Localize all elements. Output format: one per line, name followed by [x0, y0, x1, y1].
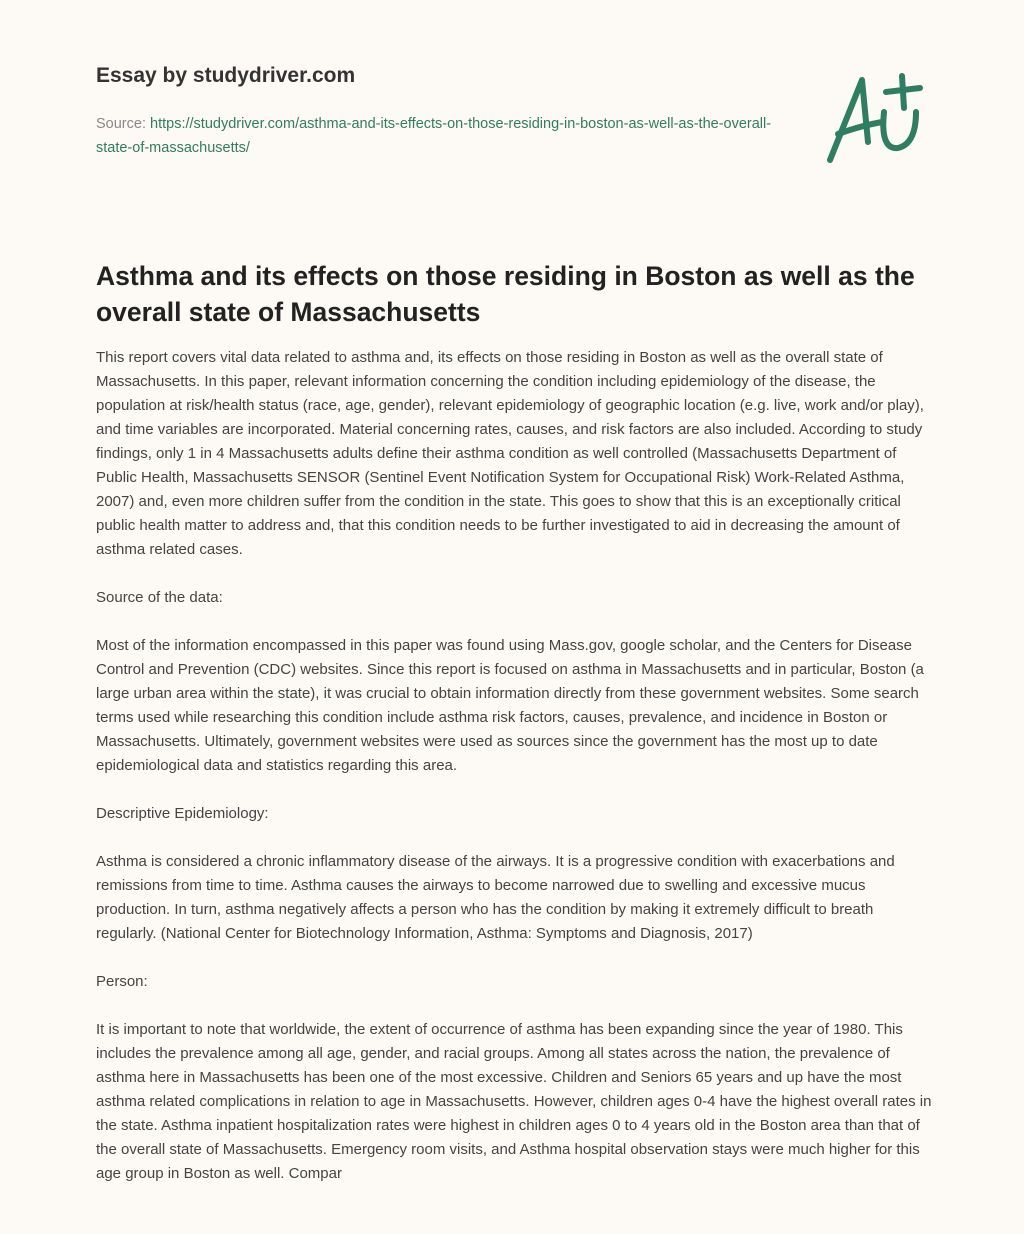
site-brand: Essay by studydriver.com	[96, 64, 356, 87]
source-label: Source:	[96, 116, 146, 132]
section-label: Source of the data:	[96, 589, 223, 606]
paragraph: Most of the information encompassed in this paper was found using Mass.gov, google scholar, and the Centers for Disease Control and Prevention (CDC) websites. Since this report is focused on asthma in Massachusetts and in particular, Boston (a large urban area within the state), it was crucial to obtain information directly from these government websites. Some search terms used while researching this condition include asthma risk factors, causes, prevalence, and incidence in Boston or Massachusetts. Ultimately, government websites were used as sources since the government has the most up to date epidemiological data and statistics regarding this area.	[96, 637, 924, 774]
a-plus-logo-icon	[820, 72, 930, 167]
section-label: Descriptive Epidemiology:	[96, 805, 269, 822]
essay-title: Asthma and its effects on those residing in Boston as well as the overall state of Massachusetts	[96, 261, 915, 327]
source-line	[96, 112, 776, 160]
section-label: Person:	[96, 973, 148, 990]
paragraph: This report covers vital data related to asthma and, its effects on those residing in Boston as well as the overall state of Massachusetts. In this paper, relevant information concerning the condition including epidemiology of the disease, the population at risk/health status (race, age, gender), relevant epidemiology of geographic location (e.g. live, work and/or play), and time variables are incorporated. Material concerning rates, causes, and risk factors are also included. According to study findings, only 1 in 4 Massachusetts adults define their asthma condition as well controlled (Massachusetts Department of Public Health, Massachusetts SENSOR (Sentinel Event Notification System for Occupational Risk) Work-Related Asthma, 2007) and, even more children suffer from the condition in the state. This goes to show that this is an exceptionally critical public health matter to address and, that this condition needs to be further investigated to aid in decreasing the amount of asthma related cases.	[96, 349, 924, 558]
source-link[interactable]: https://studydriver.com/asthma-and-its-effects-on-those-residing-in-boston-as-well-as-the-overall-state-of-massachusetts/	[96, 116, 772, 156]
paragraph: Asthma is considered a chronic inflammatory disease of the airways. It is a progressive condition with exacerbations and remissions from time to time. Asthma causes the airways to become narrowed due to swelling and excessive mucus production. In turn, asthma negatively affects a person who has the condition by making it extremely difficult to breath regularly. (National Center for Biotechnology Information, Asthma: Symptoms and Diagnosis, 2017)	[96, 853, 895, 942]
paragraph: It is important to note that worldwide, the extent of occurrence of asthma has been expanding since the year of 1980. This includes the prevalence among all age, gender, and racial groups. Among all states across the nation, the prevalence of asthma here in Massachusetts has been one of the most excessive. Children and Seniors 65 years and up have the most asthma related complications in relation to age in Massachusetts. However, children ages 0-4 have the highest overall rates in the state. Asthma inpatient hospitalization rates were highest in children ages 0 to 4 years old in the Boston area than that of the overall state of Massachusetts. Emergency room visits, and Asthma hospital observation stays were much higher for this age group in Boston as well. Compar	[96, 1021, 932, 1182]
essay-body	[96, 346, 932, 1210]
